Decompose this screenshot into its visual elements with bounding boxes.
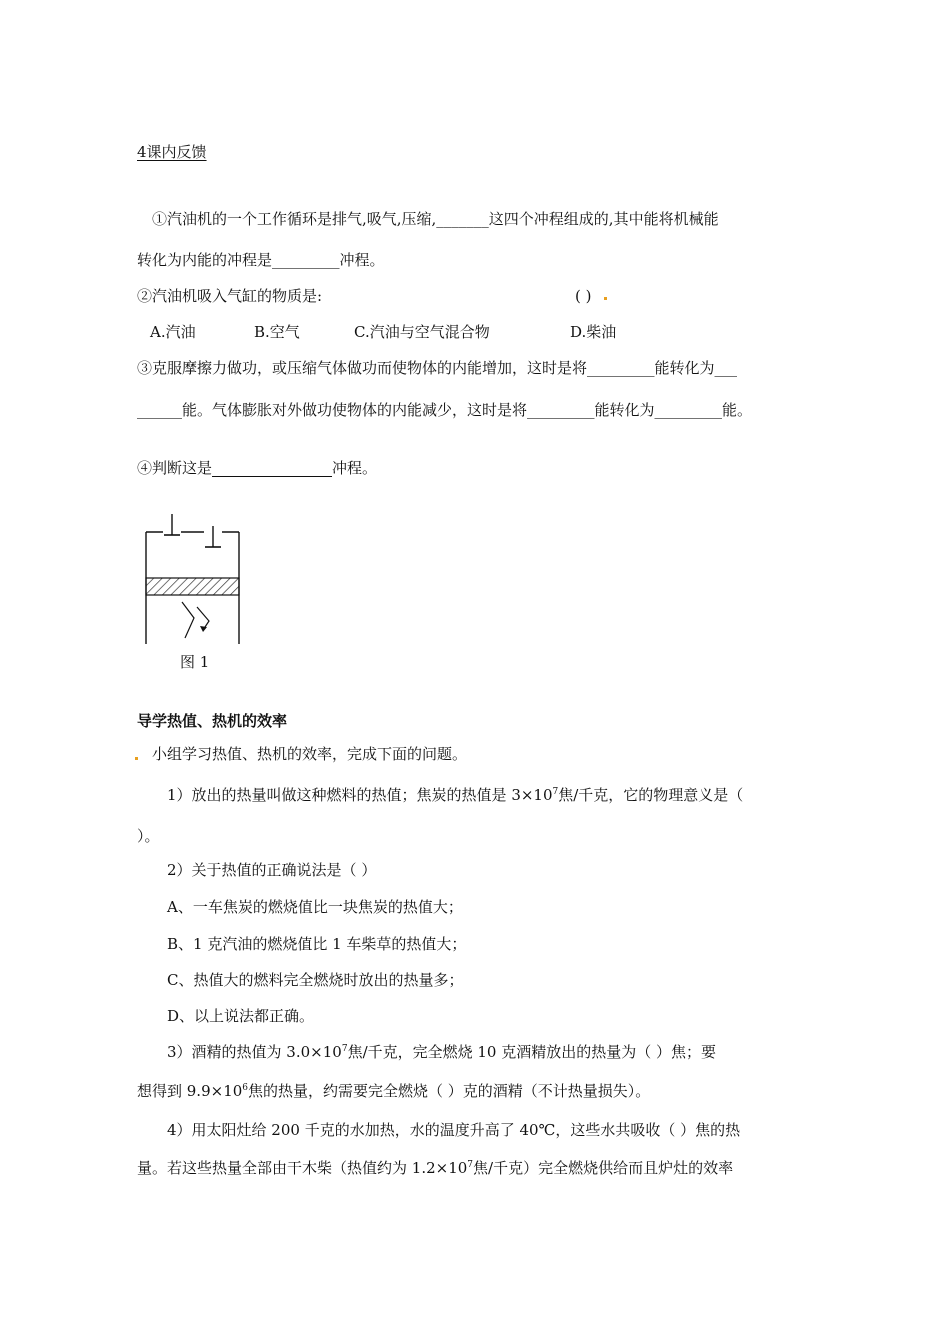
p3-exponent-2: 6 [242,1083,249,1093]
intro-text: 小组学习热值、热机的效率，完成下面的问题。 [152,745,468,763]
p2-option-c: C、热值大的燃料完全燃烧时放出的热量多； [167,971,464,989]
q2-option-c: C.汽油与空气混合物 [354,323,490,341]
q1-line1: ①汽油机的一个工作循环是排气,吸气,压缩,_______这四个冲程组成的,其中能将机械能 [152,210,719,228]
connecting-rod [182,602,209,638]
p1-line1 [167,785,743,805]
q4-line [137,458,377,478]
p4-line1: 4）用太阳灶给 200 千克的水加热，水的温度升高了 40℃，这些水共吸收（ ）焦的热 [167,1121,741,1139]
intake-valve [164,514,180,535]
q4-suffix: 冲程。 [332,459,378,477]
p3-text-a: 3）酒精的热值为 3.0×10 [167,1043,342,1061]
section-title: 4课内反馈 [137,143,207,161]
q2-option-b: B.空气 [254,323,300,341]
q4-blank: ________________ [212,459,333,477]
p3-text-c: 想得到 9.9×10 [137,1082,243,1100]
p4-exponent: 7 [467,1160,474,1170]
p2-option-b: B、1 克汽油的燃烧值比 1 车柴草的热值大； [167,935,467,953]
p3-line1 [167,1042,716,1062]
p3-line2 [137,1081,650,1101]
p3-text-b: 焦/千克，完全燃烧 10 克酒精放出的热量为（ ）焦；要 [347,1043,717,1061]
p1-text-a: 1）放出的热量叫做这种燃料的热值；焦炭的热值是 3×10 [167,786,553,804]
q3-line1: ③克服摩擦力做功，或压缩气体做功而使物体的内能增加，这时是将_________能转化为___ [137,359,738,377]
p4-line2 [137,1158,733,1178]
q2-stem: ②汽油机吸入气缸的物质是: [137,287,323,305]
p2-option-a: A、一车焦炭的燃烧值比一块焦炭的热值大； [167,898,463,916]
p2-option-d: D、以上说法都正确。 [167,1007,315,1025]
figure-caption: 图 1 [180,653,210,671]
exhaust-valve [205,526,221,547]
piston [146,578,239,595]
section-heading-heat-value: 导学热值、热机的效率 [137,712,288,730]
p3-exponent-1: 7 [341,1044,348,1054]
engine-cylinder-diagram [130,508,260,653]
p1-text-b: 焦/千克，它的物理意义是（ [558,786,744,804]
q1-line2: 转化为内能的冲程是_________冲程。 [137,251,385,269]
p4-text-c: 焦/千克）完全燃烧供给而且炉灶的效率 [473,1159,734,1177]
q2-option-d: D.柴油 [570,323,617,341]
p2-stem: 2）关于热值的正确说法是（ ） [167,861,377,879]
p1-exponent: 7 [552,787,559,797]
q2-answer-bracket: ( ) [575,287,592,305]
highlight-dot [135,757,138,760]
highlight-dot [604,297,607,300]
p3-text-d: 焦的热量，约需要完全燃烧（ ）克的酒精（不计热量损失）。 [248,1082,651,1100]
q2-option-a: A.汽油 [150,323,196,341]
q4-prefix: ④判断这是 [137,459,213,477]
p1-line2: ）。 [137,827,160,845]
p4-text-b: 量。若这些热量全部由干木柴（热值约为 1.2×10 [137,1159,468,1177]
q3-line2: ______能。气体膨胀对外做功使物体的内能减少，这时是将_________能转化为_________能。 [137,401,753,419]
